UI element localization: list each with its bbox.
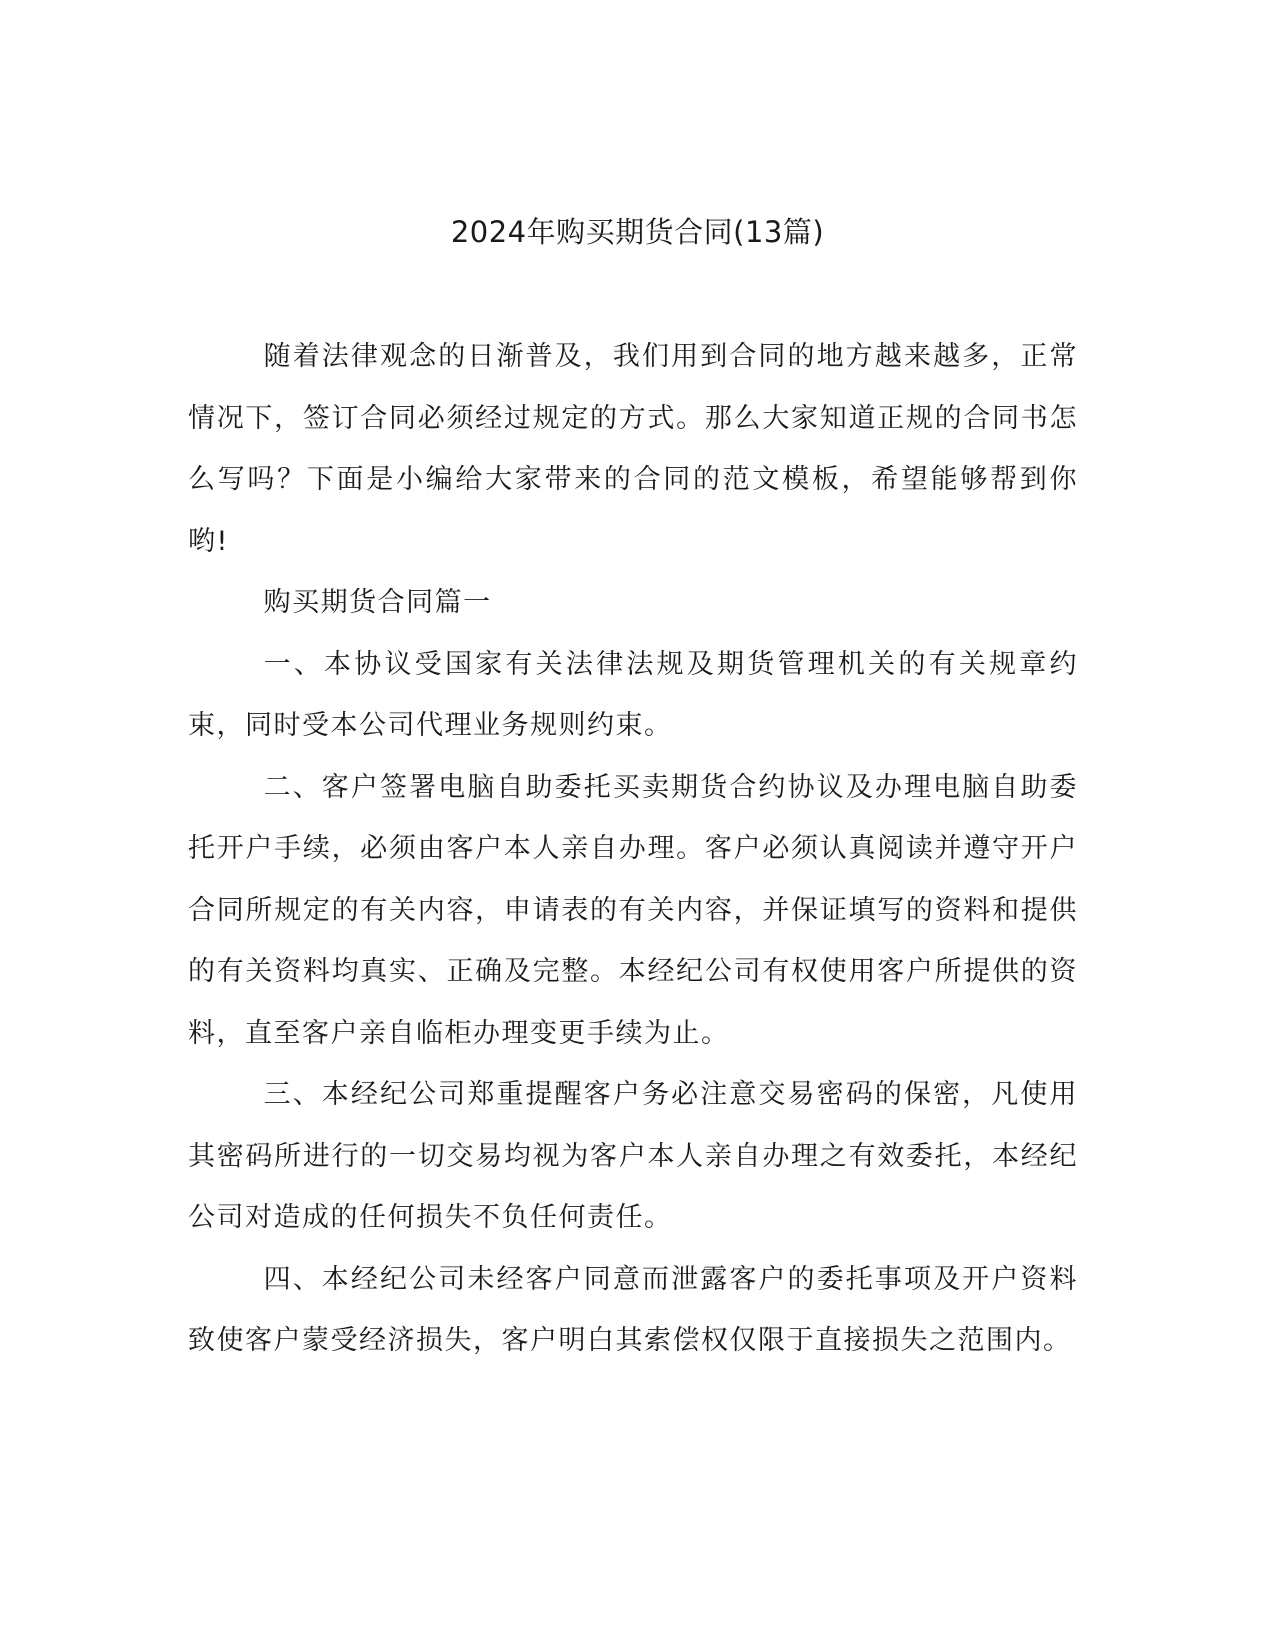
clause-paragraph-4: 四、本经纪公司未经客户同意而泄露客户的委托事项及开户资料致使客户蒙受经济损失，客户明白其索偿权仅限于直接损失之范围内。 — [188, 1263, 1078, 1356]
clause-paragraph-3: 三、本经纪公司郑重提醒客户务必注意交易密码的保密，凡使用其密码所进行的一切交易均视为客户本人亲自办理之有效委托，本经纪公司对造成的任何损失不负任何责任。 — [188, 1079, 1078, 1233]
section-heading: 购买期货合同篇一 — [263, 587, 492, 618]
clause-paragraph-1: 一、本协议受国家有关法律法规及期货管理机关的有关规章约束，同时受本公司代理业务规则约束。 — [188, 648, 1078, 741]
intro-paragraph: 随着法律观念的日渐普及，我们用到合同的地方越来越多，正常情况下，签订合同必须经过规定的方式。那么大家知道正规的合同书怎么写吗？下面是小编给大家带来的合同的范文模板，希望能够帮到你哟! — [188, 341, 1078, 557]
document-title: 2024年购买期货合同(13篇) — [450, 215, 825, 249]
document-body — [188, 326, 1078, 1372]
clause-paragraph-2: 二、客户签署电脑自助委托买卖期货合约协议及办理电脑自助委托开户手续，必须由客户本人亲自办理。客户必须认真阅读并遵守开户合同所规定的有关内容，申请表的有关内容，并保证填写的资料和提供的有关资料均真实、正确及完整。本经纪公司有权使用客户所提供的资料，直至客户亲自临柜办理变更手续为止。 — [188, 771, 1078, 1049]
